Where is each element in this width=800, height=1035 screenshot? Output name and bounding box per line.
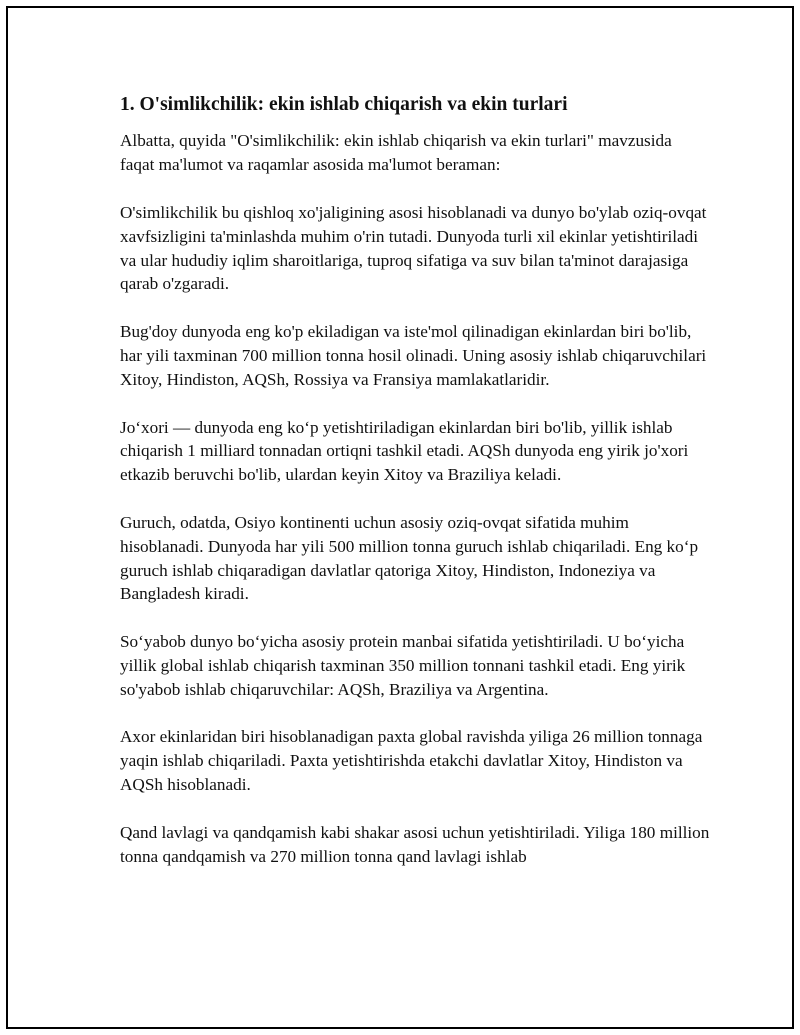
paragraph-intro: Albatta, quyida "O'simlikchilik: ekin ishlab chiqarish va ekin turlari" mavzusida faqat ma'lumot va raqamlar asosida ma'lumot beraman:: [120, 131, 672, 175]
paragraph-sugar: Qand lavlagi va qandqamish kabi shakar asosi uchun yetishtiriladi. Yiliga 180 million tonna qandqamish va 270 million tonna qand lavlagi ishlab: [120, 822, 710, 866]
document-body: [120, 92, 710, 892]
paragraph-corn: Jo‘xori — dunyoda eng ko‘p yetishtiriladigan ekinlardan biri bo'lib, yillik ishlab chiqarish 1 milliard tonnadan ortiqni tashkil etadi. AQSh dunyoda eng yirik jo'xori etkazib beruvchi bo'lib, ulardan keyin Xitoy va Braziliya keladi.: [120, 417, 689, 485]
paragraph-rice: Guruch, odatda, Osiyo kontinenti uchun asosiy oziq-ovqat sifatida muhim hisoblanadi. Dunyoda har yili 500 million tonna guruch ishlab chiqariladi. Eng ko‘p guruch ishlab chiqaradigan davlatlar qatoriga Xitoy, Hindiston, Indoneziya va Bangladesh kiradi.: [120, 512, 699, 604]
paragraph-wheat: Bug'doy dunyoda eng ko'p ekiladigan va iste'mol qilinadigan ekinlardan biri bo'lib, har yili taxminan 700 million tonna hosil olinadi. Uning asosiy ishlab chiqaruvchilari Xitoy, Hindiston, AQSh, Rossiya va Fransiya mamlakatlaridir.: [120, 322, 707, 389]
paragraph-cotton: Axor ekinlaridan biri hisoblanadigan paxta global ravishda yiliga 26 million tonnaga yaqin ishlab chiqariladi. Paxta yetishtirishda etakchi davlatlar Xitoy, Hindiston va AQSh hisoblanadi.: [120, 727, 703, 795]
page-frame: [6, 6, 794, 1029]
page-title: 1. O'simlikchilik: ekin ishlab chiqarish va ekin turlari: [120, 94, 568, 115]
paragraph-soybean: So‘yabob dunyo bo‘yicha asosiy protein manbai sifatida yetishtiriladi. U bo‘yicha yillik global ishlab chiqarish taxminan 350 million tonnani tashkil etadi. Eng yirik so'yabob ishlab chiqaruvchilar: AQSh, Braziliya va Argentina.: [120, 632, 686, 699]
paragraph-overview: O'simlikchilik bu qishloq xo'jaligining asosi hisoblanadi va dunyo bo'ylab oziq-ovqat xavfsizligini ta'minlashda muhim o'rin tutadi. Dunyoda turli xil ekinlar yetishtiriladi va ular hududiy iqlim sharoitlariga, tuproq sifatiga va suv bilan ta'minot darajasiga qarab o'zgaradi.: [120, 202, 707, 294]
